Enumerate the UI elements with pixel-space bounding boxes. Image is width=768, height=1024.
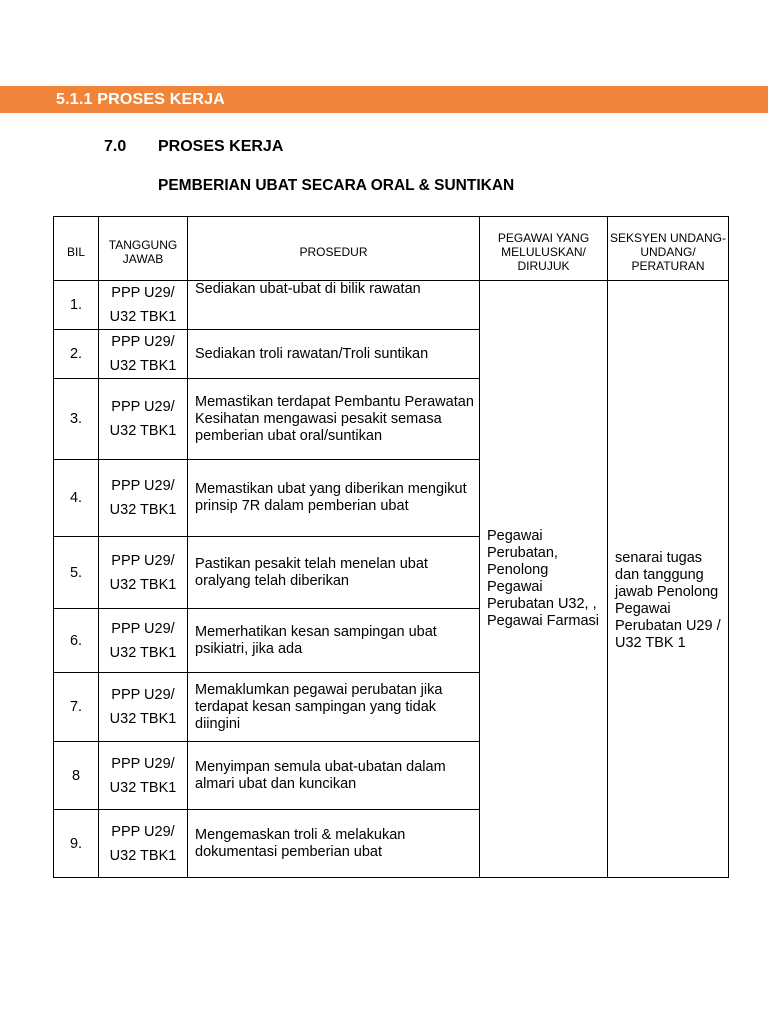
header-seksyen: SEKSYEN UNDANG-UNDANG/ PERATURAN (608, 217, 729, 281)
pegawai-cell: Pegawai Perubatan, Penolong Pegawai Perubatan U32, , Pegawai Farmasi (480, 281, 608, 878)
table-header-row (54, 217, 729, 281)
header-tanggung-jawab: TANGGUNG JAWAB (99, 217, 188, 281)
row-procedure: Memastikan terdapat Pembantu Perawatan Kesihatan mengawasi pesakit semasa pemberian ubat oral/suntikan (188, 379, 480, 460)
row-procedure: Sediakan ubat-ubat di bilik rawatan (188, 281, 480, 330)
header-pegawai: PEGAWAI YANG MELULUSKAN/ DIRUJUK (480, 217, 608, 281)
row-responsible: PPP U29/ U32 TBK1 (99, 609, 188, 673)
row-number: 8 (54, 742, 99, 810)
procedure-subtitle: PEMBERIAN UBAT SECARA ORAL & SUNTIKAN (158, 177, 515, 194)
row-procedure: Memerhatikan kesan sampingan ubat psikiatri, jika ada (188, 609, 480, 673)
row-responsible: PPP U29/ U32 TBK1 (99, 379, 188, 460)
row-responsible: PPP U29/ U32 TBK1 (99, 281, 188, 330)
row-procedure: Memastikan ubat yang diberikan mengikut prinsip 7R dalam pemberian ubat (188, 460, 480, 537)
table-row (54, 281, 729, 330)
row-procedure: Memaklumkan pegawai perubatan jika terdapat kesan sampingan yang tidak diingini (188, 673, 480, 742)
row-number: 7. (54, 673, 99, 742)
row-number: 1. (54, 281, 99, 330)
row-responsible: PPP U29/ U32 TBK1 (99, 742, 188, 810)
row-procedure: Menyimpan semula ubat-ubatan dalam almari ubat dan kuncikan (188, 742, 480, 810)
row-number: 5. (54, 537, 99, 609)
section-title: PROSES KERJA (158, 138, 284, 155)
row-responsible: PPP U29/ U32 TBK1 (99, 673, 188, 742)
procedure-table (53, 216, 729, 878)
banner-title: 5.1.1 PROSES KERJA (56, 91, 225, 108)
row-procedure: Sediakan troli rawatan/Troli suntikan (188, 330, 480, 379)
row-responsible: PPP U29/ U32 TBK1 (99, 330, 188, 379)
row-number: 4. (54, 460, 99, 537)
row-number: 2. (54, 330, 99, 379)
row-responsible: PPP U29/ U32 TBK1 (99, 537, 188, 609)
seksyen-cell: senarai tugas dan tanggung jawab Penolong Pegawai Perubatan U29 / U32 TBK 1 (608, 281, 729, 878)
row-procedure: Pastikan pesakit telah menelan ubat oralyang telah diberikan (188, 537, 480, 609)
header-bil: BIL (54, 217, 99, 281)
row-number: 6. (54, 609, 99, 673)
row-procedure: Mengemaskan troli & melakukan dokumentasi pemberian ubat (188, 810, 480, 878)
row-responsible: PPP U29/ U32 TBK1 (99, 460, 188, 537)
section-banner (0, 86, 768, 113)
row-number: 3. (54, 379, 99, 460)
row-responsible: PPP U29/ U32 TBK1 (99, 810, 188, 878)
header-prosedur: PROSEDUR (188, 217, 480, 281)
row-number: 9. (54, 810, 99, 878)
section-number: 7.0 (104, 138, 127, 155)
